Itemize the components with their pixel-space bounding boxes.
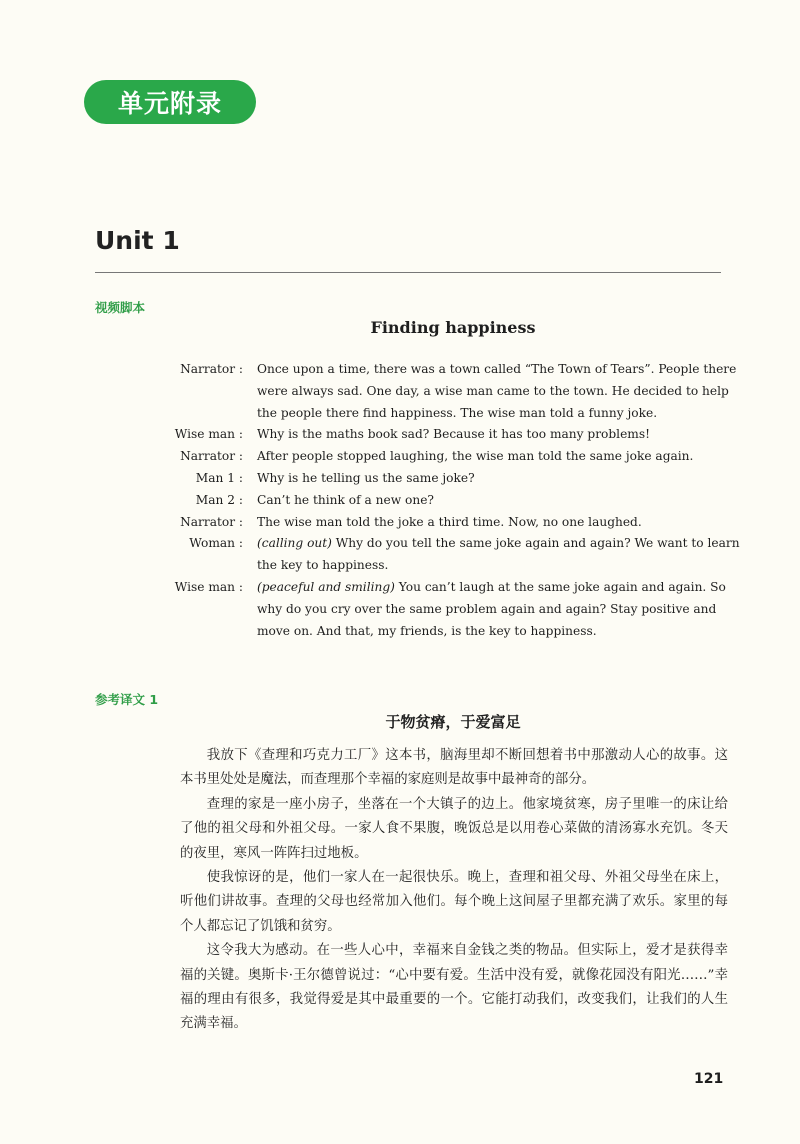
dialogue-line xyxy=(160,446,740,468)
speech-content: Once upon a time, there was a town called “The Town of Tears”. People there were always sad. One day, a wise man came to the town. He decided to help the people there find happiness. The wise man told a funny joke. xyxy=(257,362,737,420)
speech-content: Why is he telling us the same joke? xyxy=(257,470,475,485)
translation-title: 于物贫瘠，于爱富足 xyxy=(385,713,521,731)
dialogue-line xyxy=(160,512,740,534)
speaker-name: Narrator : xyxy=(180,449,243,464)
translation-paragraph: 这令我大为感动。在一些人心中，幸福来自金钱之类的物品。但实际上，爱才是获得幸福的关键。奥斯卡·王尔德曾说过：“心中要有爱。生活中没有爱，就像花园没有阳光……”幸福的理由有很多，我觉得爱是其中最重要的一个。它能打动我们，改变我们，让我们的人生充满幸福。 xyxy=(180,943,728,1032)
speech-text xyxy=(257,490,740,512)
speech-content: After people stopped laughing, the wise man told the same joke again. xyxy=(257,449,694,464)
speech-text xyxy=(257,359,740,424)
page-number: 121 xyxy=(694,1071,724,1087)
speaker-name: Man 2 : xyxy=(195,492,243,507)
translation-body xyxy=(180,744,728,1037)
script-title: Finding happiness xyxy=(370,318,536,337)
translation-label: 参考译文 1 xyxy=(95,692,159,707)
speaker-name: Man 1 : xyxy=(195,470,243,485)
speech-content: The wise man told the joke a third time. Now, no one laughed. xyxy=(257,514,642,529)
speech-text xyxy=(257,424,740,446)
banner-label: 单元附录 xyxy=(117,89,222,118)
speaker-name: Narrator : xyxy=(180,362,243,376)
speech-content: Why do you tell the same joke again and again? We want to learn the key to happiness. xyxy=(257,536,740,573)
speech-text xyxy=(257,577,740,642)
section-banner xyxy=(84,80,256,124)
translation-paragraph: 使我惊讶的是，他们一家人在一起很快乐。晚上，查理和祖父母、外祖父母坐在床上，听他们讲故事。查理的父母也经常加入他们。每个晚上这间屋子里都充满了欢乐。家里的每个人都忘记了饥饿和贫穷。 xyxy=(180,870,728,934)
unit-title: Unit 1 xyxy=(95,226,180,255)
translation-paragraph: 查理的家是一座小房子，坐落在一个大镇子的边上。他家境贫寒，房子里唯一的床让给了他的祖父母和外祖父母。一家人食不果腹，晚饭总是以用卷心菜做的清汤寡水充饥。冬天的夜里，寒风一阵阵扫过地板。 xyxy=(180,796,728,861)
dialogue-line xyxy=(160,577,740,642)
speech-content: Can’t he think of a new one? xyxy=(257,492,434,507)
dialogue-line xyxy=(160,424,740,446)
translation-paragraph: 我放下《查理和巧克力工厂》这本书，脑海里却不断回想着书中那激动人心的故事。这本书里处处是魔法，而查理那个幸福的家庭则是故事中最神奇的部分。 xyxy=(180,748,728,788)
stage-direction: (calling out) xyxy=(257,536,332,551)
dialogue-line xyxy=(160,533,740,577)
speaker-name: Wise man : xyxy=(174,579,243,594)
dialogue-line xyxy=(160,359,740,424)
speech-content: Why is the maths book sad? Because it has too many problems! xyxy=(257,427,650,442)
dialogue-line xyxy=(160,490,740,512)
speech-text xyxy=(257,512,740,534)
dialogue-line xyxy=(160,468,740,490)
speech-content: You can’t laugh at the same joke again and again. So why do you cry over the same problem again and again? Stay positive and move on. And that, my friends, is the key to happiness. xyxy=(257,579,726,638)
speaker-name: Woman : xyxy=(189,536,243,551)
speech-text xyxy=(257,468,740,490)
speech-text xyxy=(257,533,740,577)
speech-text xyxy=(257,446,740,468)
stage-direction: (peaceful and smiling) xyxy=(257,579,395,594)
video-script-label: 视频脚本 xyxy=(95,300,146,315)
speaker-name: Wise man : xyxy=(174,427,243,442)
speaker-name: Narrator : xyxy=(180,514,243,529)
title-divider xyxy=(95,272,721,273)
script-dialogue xyxy=(160,359,740,642)
